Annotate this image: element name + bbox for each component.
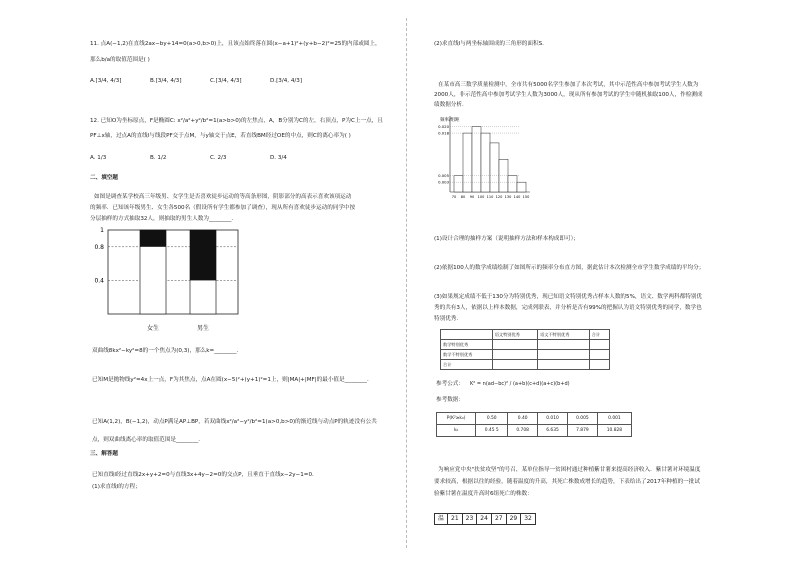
table-cell: 21	[448, 514, 463, 525]
fill1-line2: 的频率．已知该年级男生、女生各500名（假设所有学生都参加了调查），现从所有喜欢徒步运动的同学中按	[90, 205, 356, 211]
score-histogram	[436, 112, 536, 200]
y-tick-label: 0.005	[438, 173, 449, 179]
table-cell: 0.010	[538, 413, 568, 425]
table-row	[441, 350, 610, 360]
table-cell: 0.50	[476, 413, 508, 425]
q12-option-d: D. 3/4	[270, 155, 287, 161]
table-cell	[538, 360, 590, 370]
sub2: (2)依据100人的数学成绩绘制了如图所示的频率分布直方图，据此估计本次检测全市学生数学成绩的平均分；	[434, 265, 705, 271]
y-tick-label: 0.4	[94, 277, 104, 285]
q11-line1: 11. 点A(−1,2)在直线2ax−by+14=0(a>0,b>0)上，且该点始终落在圆(x−a+1)²+(y+b−2)²=25的内部或圆上，	[90, 41, 381, 47]
sub3-line3: 特别优秀.	[434, 316, 459, 322]
table-cell: 10.828	[597, 425, 631, 437]
q11-option-a: A.[3/4, 4/3]	[90, 78, 122, 84]
q12-option-a: A. 1/3	[90, 155, 107, 161]
table-row	[437, 413, 632, 425]
q11-option-c: C.[3/4, 4/3]	[210, 78, 242, 84]
ans2-line2: 2000人，非示范性高中参加考试学生人数为3000人，现从所有参加考试的学生中随机抽取100人，作检测成	[434, 92, 703, 98]
x-tick-label: 80	[460, 195, 466, 199]
sub1: (1)设计合理的抽样方案（说明抽样方法和样本构成即可）；	[434, 236, 579, 242]
table-cell: 0.45 5	[476, 425, 508, 437]
table-cell	[589, 360, 609, 370]
reference-label: 参考数据：	[436, 397, 464, 403]
y-axis-label: 频率/组距	[440, 118, 460, 123]
table-row	[435, 514, 536, 525]
gender-bar-chart	[86, 226, 246, 334]
ans1-line2: (1)求直线l的方程；	[92, 484, 141, 490]
table-row	[437, 425, 632, 437]
y-tick-label: 0.003	[438, 179, 449, 185]
q12-option-b: B. 1/2	[150, 155, 167, 161]
fill4-line1: 已知A(1,2)，B(−1,2)，动点P满足AP⊥BP，若双曲线x²/a²−y²/b²=1(a>0,b>0)的渐近线与动点P的轨迹没有公共	[92, 419, 377, 425]
histogram-bar	[517, 182, 526, 192]
ans1-line1: 已知直线l经过直线2x+y+2=0与直线3x+4y−2=0的交点P，且垂直于直线x−2y−1=0.	[92, 472, 314, 478]
table-cell: 语文不特别优秀	[538, 330, 590, 340]
table-cell: 0.001	[597, 413, 631, 425]
table-cell	[538, 350, 590, 360]
y-tick-label: 0.020	[438, 124, 449, 130]
table-cell: 24	[477, 514, 492, 525]
table-cell	[492, 340, 537, 350]
column-divider	[406, 18, 407, 548]
x-tick-label: 男生	[196, 325, 210, 332]
x-tick-label: 130	[504, 195, 512, 199]
formula-label: 参考公式：	[436, 381, 464, 387]
last-q-line2: 要求较高，根据以往的经验，随着温度的升高，其死亡株数成增长的趋势，下表给出了2017年种植的一批试	[434, 479, 700, 485]
x-tick-label: 120	[495, 195, 503, 199]
y-tick-label: 0.018	[438, 130, 449, 136]
fill1-line3: 分层抽样的方式抽取32人，则抽取的男生人数为________.	[90, 216, 234, 222]
bar-shaded	[140, 230, 166, 247]
table-cell: 0.708	[508, 425, 538, 437]
table-cell: 27	[491, 514, 506, 525]
table-cell: 6.635	[538, 425, 568, 437]
table-cell: 合计	[589, 330, 609, 340]
x-tick-label: 150	[522, 195, 530, 199]
table-cell: 0.005	[567, 413, 597, 425]
x-tick-label: 70	[451, 195, 457, 199]
table-cell: 合计	[441, 360, 493, 370]
table-cell	[492, 350, 537, 360]
table-row	[441, 330, 610, 340]
q12-option-c: C. 2/3	[210, 155, 227, 161]
table-row	[441, 340, 610, 350]
y-tick-label: 0.8	[94, 243, 104, 251]
table-cell	[589, 340, 609, 350]
histogram-bar	[463, 133, 472, 192]
bar-shaded	[190, 230, 216, 280]
x-tick-label: 140	[513, 195, 521, 199]
table-cell: 32	[521, 514, 536, 525]
x-tick-label: 110	[486, 195, 494, 199]
histogram-bar	[508, 176, 517, 192]
table-cell	[492, 360, 537, 370]
temperature-table	[434, 513, 536, 525]
formula: K² = n(ad−bc)² / (a+b)(c+d)(a+c)(b+d)	[470, 381, 570, 387]
table-cell	[589, 350, 609, 360]
section-fill-blank: 二、填空题	[90, 175, 118, 181]
table-cell	[538, 340, 590, 350]
table-cell: 语文特别优秀	[492, 330, 537, 340]
table-cell: 0.40	[508, 413, 538, 425]
x-tick-label: 90	[469, 195, 475, 199]
histogram-bar	[481, 133, 490, 192]
fill4-line2: 点，则双曲线离心率的取值范围是________.	[92, 437, 201, 443]
table-cell: P(K²≥k₀)	[437, 413, 476, 425]
last-q-line1: 为响应党中央"扶贫攻坚"的号召，某单位指导一贫困村通过种植紫甘薯来提高经济收入．紫甘薯对环境温度	[438, 467, 701, 473]
y-tick-label: 1	[100, 227, 104, 234]
q11-option-d: D.[3/4, 4/3]	[270, 78, 303, 84]
table-cell: 7.879	[567, 425, 597, 437]
q12-line1: 12. 已知O为坐标原点，F是椭圆C: x²/a²+y²/b²=1(a>b>0)的左焦点，A，B分别为C的左，右顶点，P为C上一点，且	[90, 118, 383, 124]
table-row	[441, 360, 610, 370]
fill3: 已知M是抛物线y²=4x上一点，F为其焦点，点A在圆(x−5)²+(y+1)²=1上，则|MA|+|MF|的最小值是________.	[92, 377, 369, 383]
table-cell	[441, 330, 493, 340]
q11-line2: 那么b/a的取值范围是( )	[90, 57, 150, 63]
q11-option-b: B.[3/4, 4/3]	[150, 78, 182, 84]
histogram-bar	[454, 176, 463, 192]
table-cell: 23	[462, 514, 477, 525]
section-answer: 三、解答题	[90, 451, 118, 457]
last-q-line3: 验紫甘薯在温度升高时6组死亡的株数：	[434, 491, 533, 497]
ans2-line3: 绩数据分析．	[434, 102, 468, 108]
table-cell: 数学不特别优秀	[441, 350, 493, 360]
sub3-line2: 秀的共有3人，依据以上样本数据，完成列联表，并分析是否有99%的把握认为语文特别优秀的同学，数学也	[434, 305, 702, 311]
fill1-line1: 如图是调查某学校高三年级男、女学生是否喜欢徒步运动的等高条形图，阴影部分的高表示喜欢该项运动	[94, 194, 352, 200]
x-tick-label: 女生	[146, 325, 160, 332]
table-cell: 29	[506, 514, 521, 525]
fill2: 双曲线8kx²−ky²=8的一个焦点为(0,3)，那么k=________.	[92, 348, 239, 354]
ans2-line1: 在某市高三数学质量检测中，全市共有5000名学生参加了本次考试，其中示范性高中参加考试学生人数为	[438, 82, 699, 88]
plot-frame	[108, 230, 238, 314]
q12-line2: PF⊥x轴，过点A的直线l与线段PF交于点M，与y轴交于点E，若直线BM经过OE的中点，则C的离心率为( )	[90, 133, 351, 139]
histogram-bar	[490, 143, 499, 192]
contingency-table	[440, 329, 610, 370]
critical-value-table	[436, 412, 632, 437]
table-cell: k₀	[437, 425, 476, 437]
table-cell: 数学特别优秀	[441, 340, 493, 350]
sub3-line1: (3)如果规定成绩不低于130分为特别优秀，现已知语文特别优秀占样本人数的5%，语文、数学两科都特别优	[434, 294, 703, 300]
table-cell: 温	[435, 514, 448, 525]
x-tick-label: 100	[477, 195, 485, 199]
ans1-q2: (2)求直线l与两坐标轴围成的三角形的面积S.	[434, 41, 544, 47]
